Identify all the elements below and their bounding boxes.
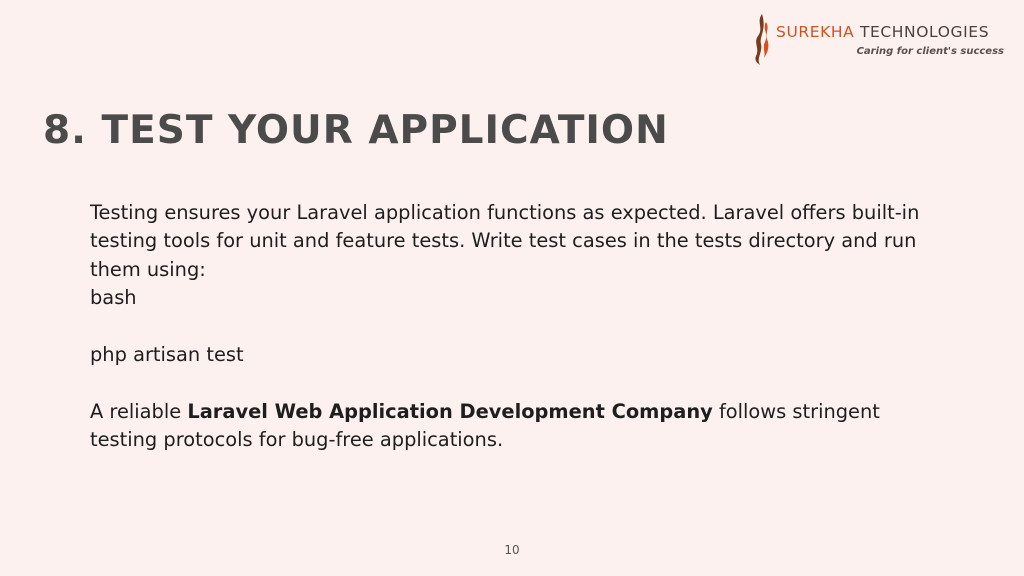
code-language-label: bash bbox=[90, 286, 137, 310]
flame-logo-icon bbox=[748, 12, 772, 66]
code-command: php artisan test bbox=[90, 343, 244, 367]
company-name: SUREKHA TECHNOLOGIES bbox=[776, 23, 990, 41]
slide-title: 8. TEST YOUR APPLICATION bbox=[43, 108, 669, 153]
closing-paragraph bbox=[90, 398, 940, 455]
closing-prefix: A reliable bbox=[90, 399, 188, 423]
page-number: 10 bbox=[504, 543, 520, 557]
company-logo bbox=[748, 12, 1008, 66]
company-tagline: Caring for client's success bbox=[856, 46, 1004, 57]
closing-suffix: follows stringent testing protocols for bug-free applications. bbox=[90, 399, 880, 452]
spacer bbox=[90, 313, 940, 341]
spacer bbox=[90, 369, 940, 397]
company-link-text: Laravel Web Application Development Company bbox=[187, 399, 713, 423]
slide-body bbox=[90, 199, 940, 455]
intro-paragraph: Testing ensures your Laravel application functions as expected. Laravel offers built-in testing tools for unit and feature tests. Write test cases in the tests directory and run them using: bbox=[90, 201, 920, 281]
